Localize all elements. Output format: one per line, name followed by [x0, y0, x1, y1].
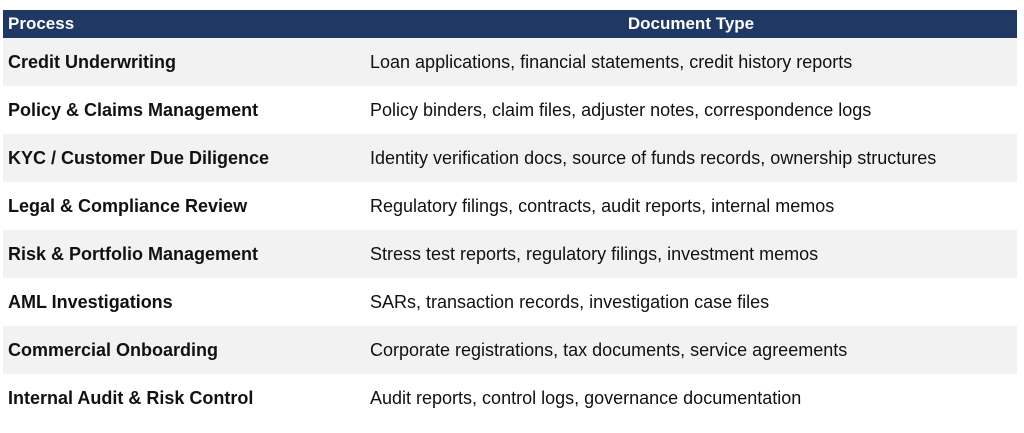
document-type-cell: Audit reports, control logs, governance documentation [365, 374, 1017, 422]
document-type-cell: Loan applications, financial statements, credit history reports [365, 38, 1017, 86]
process-document-table [3, 10, 1017, 422]
column-header-process: Process [3, 10, 365, 38]
document-type-cell: Corporate registrations, tax documents, service agreements [365, 326, 1017, 374]
process-cell: Policy & Claims Management [3, 86, 365, 134]
table-row [3, 278, 1017, 326]
document-type-cell: Identity verification docs, source of funds records, ownership structures [365, 134, 1017, 182]
table-row [3, 38, 1017, 86]
process-cell: Credit Underwriting [3, 38, 365, 86]
document-type-cell: SARs, transaction records, investigation case files [365, 278, 1017, 326]
process-cell: Internal Audit & Risk Control [3, 374, 365, 422]
process-cell: Commercial Onboarding [3, 326, 365, 374]
table-header-row [3, 10, 1017, 38]
table-row [3, 86, 1017, 134]
table-row [3, 182, 1017, 230]
document-type-cell: Stress test reports, regulatory filings, investment memos [365, 230, 1017, 278]
table-header [3, 10, 1017, 38]
process-cell: AML Investigations [3, 278, 365, 326]
process-cell: Risk & Portfolio Management [3, 230, 365, 278]
table-row [3, 134, 1017, 182]
process-cell: Legal & Compliance Review [3, 182, 365, 230]
document-type-cell: Regulatory filings, contracts, audit reports, internal memos [365, 182, 1017, 230]
table-body [3, 38, 1017, 422]
table-row [3, 326, 1017, 374]
process-cell: KYC / Customer Due Diligence [3, 134, 365, 182]
table-row [3, 374, 1017, 422]
document-type-cell: Policy binders, claim files, adjuster notes, correspondence logs [365, 86, 1017, 134]
column-header-document-type: Document Type [365, 10, 1017, 38]
table-row [3, 230, 1017, 278]
